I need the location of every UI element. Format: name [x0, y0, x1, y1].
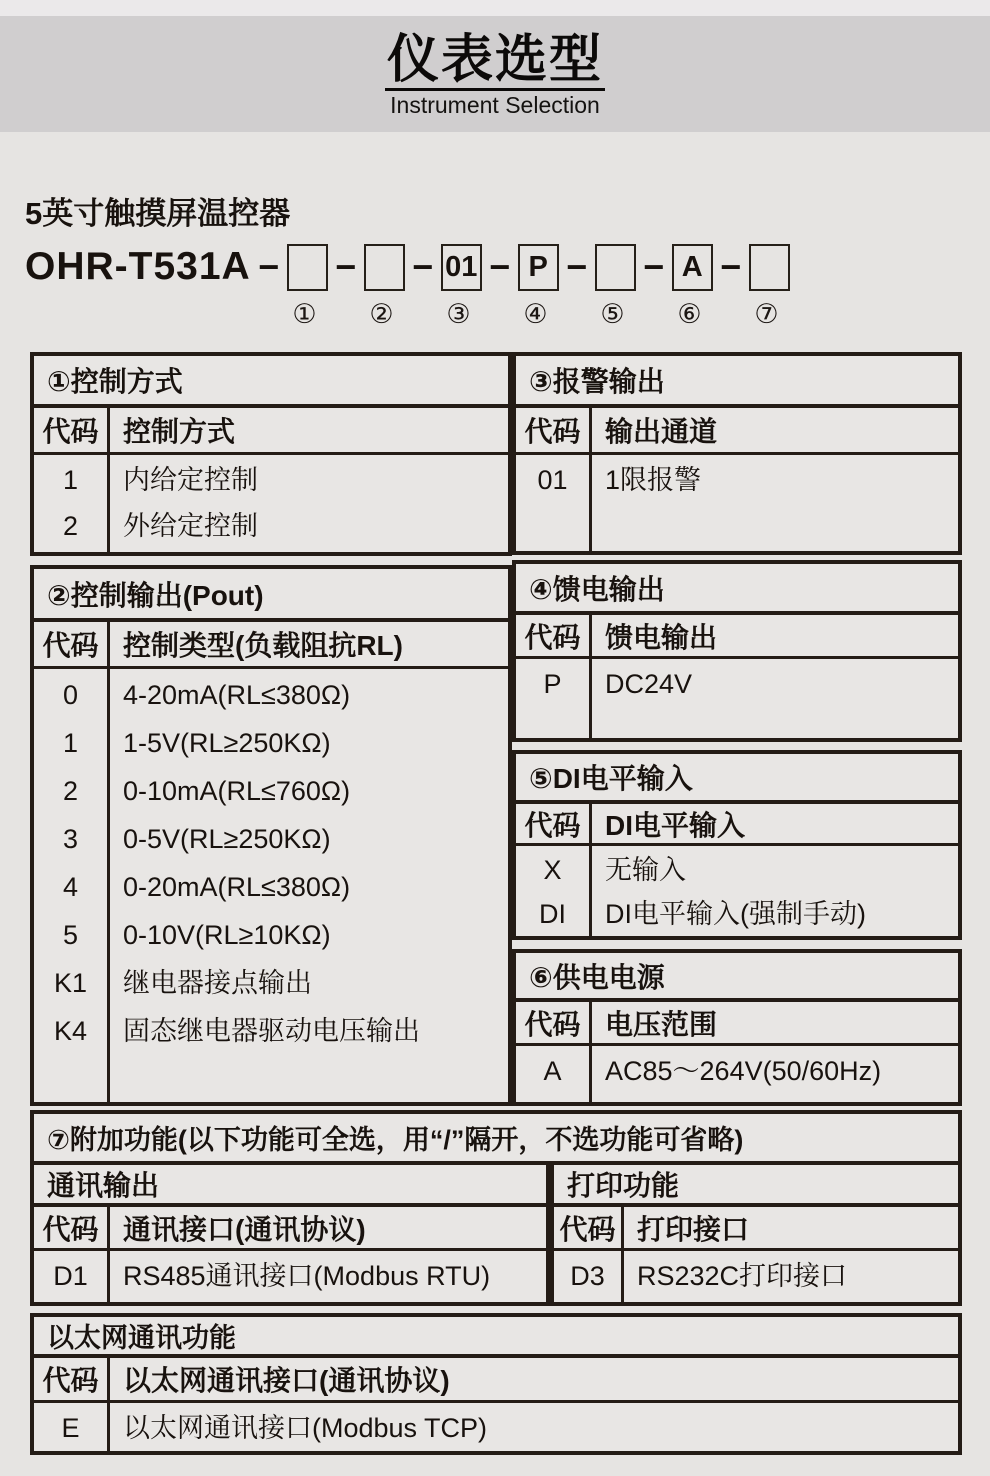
subsection-title: 以太网通讯功能 — [34, 1317, 958, 1358]
col-header-code: 代码 — [34, 1207, 110, 1248]
section-control-mode — [30, 352, 512, 556]
title-banner — [0, 16, 990, 132]
code-cell: 01 — [537, 465, 568, 495]
page-title: 仪表选型 — [386, 30, 603, 89]
col-header-code: 代码 — [516, 615, 592, 656]
desc-cell: 0-20mA(RL≤380Ω) — [123, 872, 351, 902]
subsection-communication — [30, 1161, 550, 1306]
model-segment-6 — [636, 244, 713, 291]
section-title: ⑤DI电平输入 — [516, 754, 958, 804]
col-header-code: 代码 — [34, 408, 110, 452]
code-cell: P — [543, 669, 562, 699]
segment-index-2: ② — [369, 299, 394, 329]
code-cell: 0 — [62, 680, 79, 710]
model-segment-box-2 — [364, 244, 405, 291]
dash: − — [720, 246, 742, 287]
section-power-supply — [512, 949, 962, 1106]
code-cell: 2 — [62, 776, 79, 806]
section-title: ①控制方式 — [34, 356, 508, 408]
model-segment-box-7 — [749, 244, 790, 291]
code-cell: K4 — [53, 1016, 88, 1046]
model-segment-5 — [559, 244, 636, 291]
section-title: ⑥供电电源 — [516, 953, 958, 1002]
desc-cell: 4-20mA(RL≤380Ω) — [123, 680, 351, 710]
desc-cell: 0-5V(RL≥250KΩ) — [123, 824, 331, 854]
subsection-ethernet — [30, 1313, 962, 1455]
col-header-code: 代码 — [554, 1207, 624, 1248]
col-header-desc: 控制类型(负载阻抗RL) — [123, 630, 403, 661]
selection-tables — [30, 352, 962, 1455]
dash: − — [335, 246, 357, 287]
col-header-code: 代码 — [516, 804, 592, 843]
model-segment-box-3: 01 — [441, 244, 482, 291]
code-cell: 1 — [62, 465, 79, 495]
col-header-code: 代码 — [34, 1358, 110, 1400]
code-cell: A — [543, 1056, 562, 1086]
dash: − — [258, 246, 280, 287]
col-header-desc: 输出通道 — [605, 416, 718, 447]
dash: − — [412, 246, 434, 287]
code-cell: D3 — [570, 1261, 605, 1291]
model-segment-4 — [482, 244, 559, 291]
col-header-code: 代码 — [516, 408, 592, 452]
segment-index-1: ① — [292, 299, 317, 329]
desc-cell: RS232C打印接口 — [637, 1261, 848, 1291]
desc-cell: RS485通讯接口(Modbus RTU) — [123, 1261, 491, 1291]
model-segment-3 — [405, 244, 482, 291]
product-name: 5英寸触摸屏温控器 — [25, 196, 291, 231]
section-control-output — [30, 565, 512, 1106]
desc-cell: 1限报警 — [605, 465, 702, 495]
desc-cell: DC24V — [605, 669, 693, 699]
col-header-desc: 控制方式 — [123, 416, 236, 447]
model-prefix: OHR-T531A — [25, 245, 251, 288]
model-segment-box-5 — [595, 244, 636, 291]
code-cell: 2 — [62, 511, 79, 541]
code-cell: D1 — [53, 1261, 88, 1291]
dash: − — [566, 246, 588, 287]
code-cell: X — [543, 855, 562, 885]
segment-index-row — [248, 299, 990, 330]
model-segment-2 — [328, 244, 405, 291]
section-additional-functions — [30, 1110, 962, 1455]
desc-cell: 0-10mA(RL≤760Ω) — [123, 776, 351, 806]
model-segment-box-1 — [287, 244, 328, 291]
col-header-code: 代码 — [34, 622, 110, 666]
section-title: ④馈电输出 — [516, 564, 958, 615]
section-title: ③报警输出 — [516, 356, 958, 408]
desc-cell: 继电器接点输出 — [123, 968, 312, 998]
code-cell: 5 — [62, 920, 79, 950]
desc-cell: AC85～264V(50/60Hz) — [605, 1056, 882, 1086]
segment-index-7: ⑦ — [754, 299, 779, 329]
code-cell: 4 — [62, 872, 79, 902]
section-alarm-output — [512, 352, 962, 555]
desc-cell: 0-10V(RL≥10KΩ) — [123, 920, 331, 950]
col-header-desc: 通讯接口(通讯协议) — [123, 1213, 366, 1245]
model-segment-7 — [713, 244, 790, 291]
desc-cell: 外给定控制 — [123, 511, 258, 541]
subsection-title: 打印功能 — [554, 1165, 958, 1207]
top-strip — [0, 0, 990, 16]
desc-cell: 固态继电器驱动电压输出 — [123, 1016, 420, 1046]
model-segment-1 — [251, 244, 328, 291]
code-cell: DI — [539, 899, 566, 929]
desc-cell: 1-5V(RL≥250KΩ) — [123, 728, 331, 758]
segment-index-6: ⑥ — [677, 299, 702, 329]
col-header-desc: 以太网通讯接口(通讯协议) — [123, 1365, 450, 1396]
segment-index-4: ④ — [523, 299, 548, 329]
desc-cell: 无输入 — [605, 855, 686, 885]
segment-index-5: ⑤ — [600, 299, 625, 329]
section-feed-output — [512, 560, 962, 742]
section-title: ⑦附加功能(以下功能可全选，用“/”隔开，不选功能可省略) — [47, 1125, 744, 1155]
section-di-input — [512, 750, 962, 940]
col-header-code: 代码 — [516, 1002, 592, 1043]
subsection-title: 通讯输出 — [34, 1165, 546, 1207]
subsection-print — [550, 1161, 962, 1306]
code-cell: 1 — [62, 728, 79, 758]
page-subtitle: Instrument Selection — [390, 91, 600, 118]
model-segment-box-4: P — [518, 244, 559, 291]
col-header-desc: 馈电输出 — [605, 621, 718, 653]
model-code-row — [25, 241, 990, 293]
model-segment-box-6: A — [672, 244, 713, 291]
col-header-desc: 打印接口 — [637, 1213, 750, 1245]
dash: − — [489, 246, 511, 287]
desc-cell: 内给定控制 — [123, 465, 258, 495]
code-cell: E — [61, 1413, 80, 1443]
desc-cell: 以太网通讯接口(Modbus TCP) — [123, 1413, 488, 1443]
section-title: ②控制输出(Pout) — [34, 569, 508, 622]
dash: − — [643, 246, 665, 287]
col-header-desc: DI电平输入 — [605, 809, 746, 841]
desc-cell: DI电平输入(强制手动) — [605, 899, 866, 929]
col-header-desc: 电压范围 — [605, 1008, 718, 1040]
code-cell: K1 — [53, 968, 88, 998]
segment-index-3: ③ — [446, 299, 471, 329]
code-cell: 3 — [62, 824, 79, 854]
